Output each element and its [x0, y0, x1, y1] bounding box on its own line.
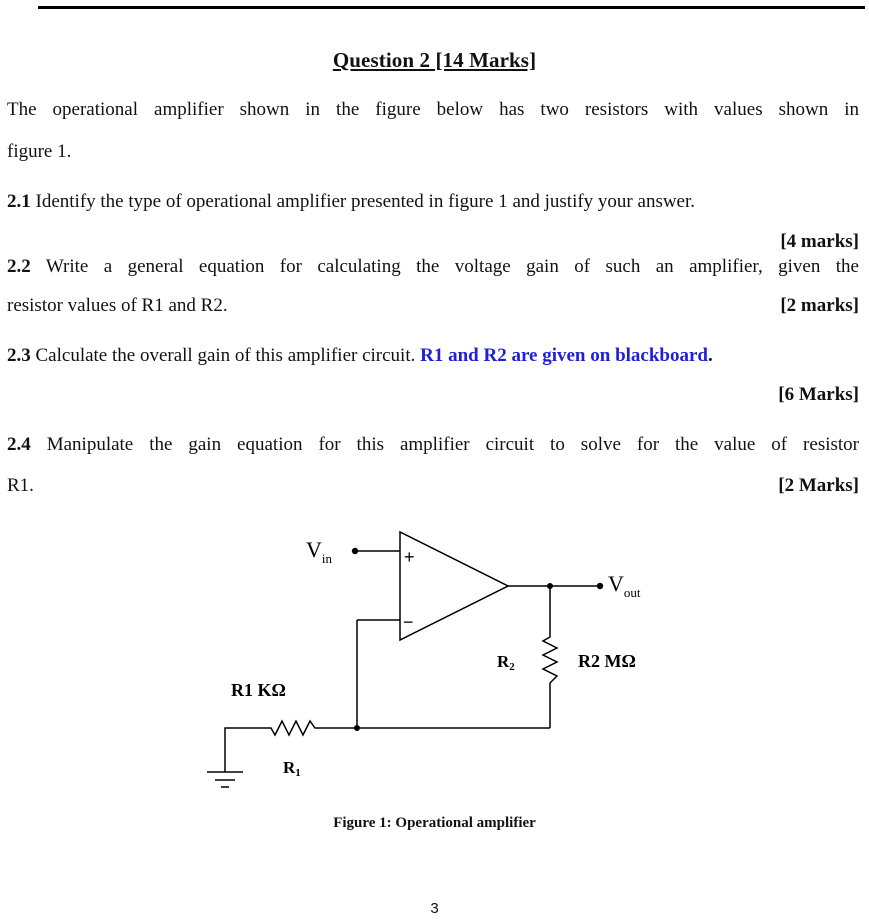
- question-number: 2.1: [7, 191, 31, 212]
- question-2-2-line-2: resistor values of R1 and R2. [2 marks]: [7, 295, 859, 316]
- opamp-circuit-diagram: [195, 525, 675, 800]
- question-text: Calculate the overall gain of this amplifier circuit.: [30, 345, 421, 366]
- vin-terminal: [352, 548, 400, 554]
- vin-label: $V_{in}$: [306, 537, 333, 566]
- marks-2-1: [4 marks]: [780, 231, 859, 252]
- question-text: Write a general equation for calculating the voltage gain of such an amplifier, given the: [30, 256, 859, 277]
- feedback-wires: [354, 586, 550, 731]
- question-number: 2.4: [7, 434, 31, 455]
- question-text: Manipulate the gain equation for this amplifier circuit to solve for the value of resistor: [30, 434, 859, 455]
- r2-resistor: [543, 637, 557, 683]
- question-2-3: 2.3 Calculate the overall gain of this amplifier circuit. R1 and R2 are given on blackboard.: [7, 345, 713, 366]
- figure-caption: Figure 1: Operational amplifier: [333, 815, 536, 831]
- question-2-4-line-1: [7, 433, 859, 457]
- question-title: Question 2 [14 Marks]: [332, 48, 537, 72]
- question-text: Identify the type of operational amplifier presented in figure 1 and justify your answer.: [30, 191, 696, 212]
- question-2-1: [7, 190, 859, 214]
- marks-2-4: [2 Marks]: [778, 475, 859, 496]
- marks-2-3: [6 Marks]: [778, 384, 859, 405]
- question-number: 2.3: [7, 345, 31, 366]
- intro-line-2: figure 1.: [7, 141, 72, 162]
- ground-icon: [207, 772, 243, 787]
- r2-label: R2: [497, 652, 515, 673]
- minus-sign: −: [403, 612, 414, 632]
- r2-value: R2 MΩ: [578, 651, 636, 671]
- question-2-2-line-1: [7, 255, 859, 279]
- vout-wire: [508, 583, 603, 589]
- opamp-triangle: [400, 532, 508, 640]
- blackboard-note: R1 and R2 are given on blackboard: [420, 345, 708, 366]
- r1-value: R1 KΩ: [231, 680, 286, 700]
- question-number: 2.2: [7, 256, 31, 277]
- r1-label: R1: [283, 758, 301, 779]
- intro-line-1: The operational amplifier shown in the figure below has two resistors with values shown in: [7, 99, 859, 120]
- marks-2-2: [2 marks]: [780, 295, 859, 316]
- page-number: 3: [430, 900, 439, 917]
- plus-sign: +: [404, 547, 415, 567]
- question-2-4-line-2: R1. [2 Marks]: [7, 475, 859, 496]
- vout-label: $V_{out}$: [608, 571, 641, 600]
- top-rule: [38, 6, 865, 9]
